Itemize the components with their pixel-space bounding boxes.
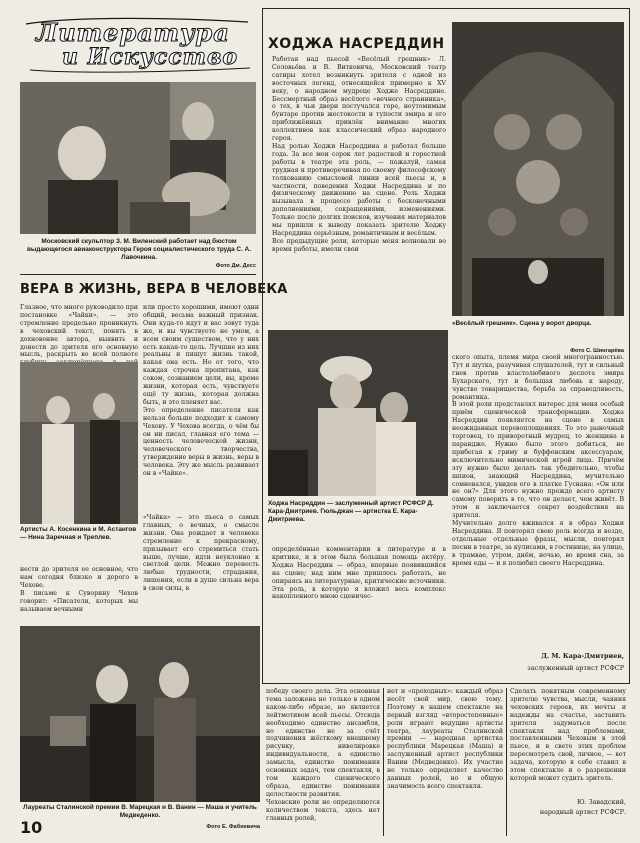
article1-col4: нет и «проходных»: каждый образ несёт свой мир, свою тему. Поэтому в нашем спектакле на первый взгляд «второстепенные» роли играют ведущие артисты театра, лауреаты Сталинской премии — народная артистка республики Марецкая (Маша) и заслуженный артист республики Ванин (Медведенко). Их участие не только определяет качество данных ролей, но и общую значимость всего спектакля. [387, 688, 503, 790]
chaika-actors-photo [20, 362, 138, 524]
sculptor-photo [20, 82, 256, 234]
divider [20, 274, 256, 275]
chaika-actors-scene-icon [20, 362, 138, 524]
column-rule [383, 688, 384, 836]
sculptor-scene-icon [20, 82, 256, 234]
maretskaya-vanin-photo [20, 626, 260, 802]
maretskaya-vanin-scene-icon [20, 626, 260, 802]
page-number: 10 [20, 818, 43, 837]
sculptor-credit: Фото Дм. Десс [215, 263, 256, 269]
nasreddin-scene-icon [268, 330, 448, 496]
article1-col1-top: Глазное, что много руководило при постановке «Чайки», — это стремление предельно проникнуть в чеховский текст, понять в дохновение автора, выявить и донести до зрителя его основную мысль, раскрыть во всей полноте [20, 304, 138, 359]
maretskaya-vanin-credit: Фото Е. Фабиевича [206, 824, 260, 830]
article2-col1: Работая над пьесой «Весёлый грешник» Л. Соловьёва и В. Витковича, Московский театр сатиры хотел возникнуть зрителя с одной из восточных легенд, относящейся примерно к XV веку, о народном мудреце Ходже Насреддине. Бессмертный образ весёлого «вечного странника», о тех, в чьи двери постучался горе, неутомимым бунтаре против жестокости и тупости эмира и его приближённых привлёк внимание многих коллективов как классический образ народного героя. Над ролью Ходжи Насреддина я работал больше года. За все мои сорок лет радостной и горестной работы в театре эта роль, — пожалуй, самая трудная и противоречивая по своему философскому толкованию смысловой линии всей пьесы и, в частности, поведения Ходжи Насреддина и по физическому движению на сцене. Роль Ходжи вызывала в процессе работы с бесконечными дополнениями, сокращениями, изменениями. Только после долгих поисков, изучения материалов мы пришли к выводу показать зрителю Ходжу Насреддина серьёзным, романтичным и весёлым. Все предыдущие роли, которые меня волновали во время работы, имели свои [272, 56, 446, 253]
ornate-gate-photo [452, 22, 624, 316]
article2-author-title: заслуженный артист РСФСР [527, 664, 624, 672]
article2-signature: Д. М. Кара-Дмитриев, [541, 652, 624, 660]
column-rule [506, 688, 507, 836]
nasreddin-photo [268, 330, 448, 496]
article2-headline: ХОДЖА НАСРЕДДИН [268, 36, 445, 52]
article1-col3: победу своего дела. Эта основная тема заложена не только в одном каком-либо образе, но является лейтмотивом всей пьесы. Отсюда необходимо единство ансамбля, но единство не за счёт подчинения жёсткому внешнему рисунку, нивелировке индивидуальности, а единство замысла, единство понимания основных задач, тем спектакля, в том каждого сценического образа, единство понимания целостности развития. Чеховские роли не определяются количеством текста, здесь нет главных ролей, [266, 688, 380, 822]
article2-col2: ского опыта, племя мира своей многогранностью. Тут и шутка, разучивая слушателей, тут и сильный гнев против властолюбивого деспота эмира Бухарского, тут и большая любовь к народу, чувство товарищества, борьба за справедливость, романтика. В этой роли представлял интерес для меня особый приём сценической трансформации. Ходжа Насреддин появляется на сцене в самых неожиданных перевоплощениях. То это рыночный торговец, то приворотный мудрец, то женщина в парандже. Нужно было этого добиться, не прибегая к гриму и буффонским аксессуарам, исключительно мимической игрой лица. Причём эту нужно было делать так убедительно, чтобы шпион, знающий Насреддина, мучительно сомневался, увидев его в платке Гуснана: «Он или не он?» Для этого нужно прежде всего артисту самому поверить в то, что он делает, чем живёт. В этом и заключается секрет воздействия на зрителя. Мучительно долго вживался я в образ Ходжи Насреддина. Я повторял свою роль всегда и везде, отдельные отдельные фразы, мысли, повторял песни в театре, за кулисами, в гостинице, на улице, в трамвае, утром, днём, ночью, во время сна, за время еды — и я полюбил своего Насреддина. [452, 354, 624, 567]
article1-col1-bottom: нести до зрителя ее основное, что нам сегодня близко и дорого в Чехове. В письме к Суворину Чехов говорит: «Писатели, которых мы называем вечными [20, 566, 138, 613]
ornate-gate-credit: Фото С. Шингарёва [570, 348, 624, 354]
section-header-line2: и Искусство [62, 44, 239, 70]
sculptor-caption: Московский скульптор З. М. Виленский работает над бюстом выдающегося авиаконструктора Героя социалистического труда С. А. Лавочкина. [27, 238, 251, 261]
article1-author-title: народный артист РСФСР. [539, 808, 626, 816]
chaika-actors-caption: Артисты А. Косенкина и М. Астангов — Нина Заречная и Треплев. [20, 526, 137, 541]
nasreddin-caption: Ходжа Насреддин — заслуженный артист РСФСР Д. Кара-Дмитриев. Гюльджан — артистка Е. Кара-Дмитриева. [268, 500, 434, 523]
ornate-gate-scene-icon [452, 22, 624, 316]
article1-col5: Сделать понятным современному зрителю чувства, мысли, чаяния чеховских героев, их мечты и надежды на счастье, заставить зрителя задуматься после спектакля над проблемами, поставленными Чеховым в этой пьесе, и в свете этих проблем пересмотреть свой, личное, — вот задача, которую я себе ставил в этом спектакле и о разрешении которой может судить зритель. [510, 688, 626, 782]
section-header [22, 14, 254, 76]
article1-col2-top: или просто хорошими, имеют одни общий, весьма важный признак. Они куда-то идут и вас зовут туда же, и вы чувствуете не умом, а всем своим существом, что у них есть какая-то цель. Лучшие из них реальны и пишут жизнь такой, какая она есть. Но от того, что каждая строчка пропитана, как соком, сознанием цели, вы, кроме жизни, которая есть, чувствуете ещё ту жизнь, которая должна быть, и это пленяет вас. Это определение писателя как нельзя больше подходит к самому Чехову. У Чехова всегда, о чём бы он ни писал, главная его тема — ценность человеческой жизни, человеческого творчества, утверждение веры в жизнь, веры в человека. Эту же мысль развивает он в «Чайке». [143, 304, 259, 478]
article1-headline: ВЕРА В ЖИЗНЬ, ВЕРА В ЧЕЛОВЕКА [20, 282, 288, 297]
article1-signature: Ю. Завадский, [577, 798, 626, 806]
article2-col1-bottom: определённые комментарии в литературе и в критике, и в этом была большая помощь актёру. Ходжа Насреддин — образ, впервые появившийся на сцене; над ним мне пришлось работать, не опираясь на литературные, критические источники. Эта роль, в которую я вложил весь комплекс накопленного мною сценичес- [272, 546, 446, 601]
section-header-line1: Литература [36, 18, 230, 47]
article1-col2-bottom: «Чайка» — это пьеса о самых главных, о вечных, о смысле жизни. Она рождает в человеке стремление к прекрасному, призывает его стремиться стать выше, лучше, идти неуклонно к светлой цели. Можно перенесть любые трудности, страдания, лишения, если в душе сильна вера в свои силы, в [143, 514, 259, 593]
ornate-gate-caption: «Весёлый грешник». Сцена у ворот дворца. [452, 320, 592, 327]
maretskaya-vanin-caption: Лауреаты Сталинской премии В. Марецкая и В. Ванин — Маша и учитель Медведенко. [23, 804, 257, 819]
